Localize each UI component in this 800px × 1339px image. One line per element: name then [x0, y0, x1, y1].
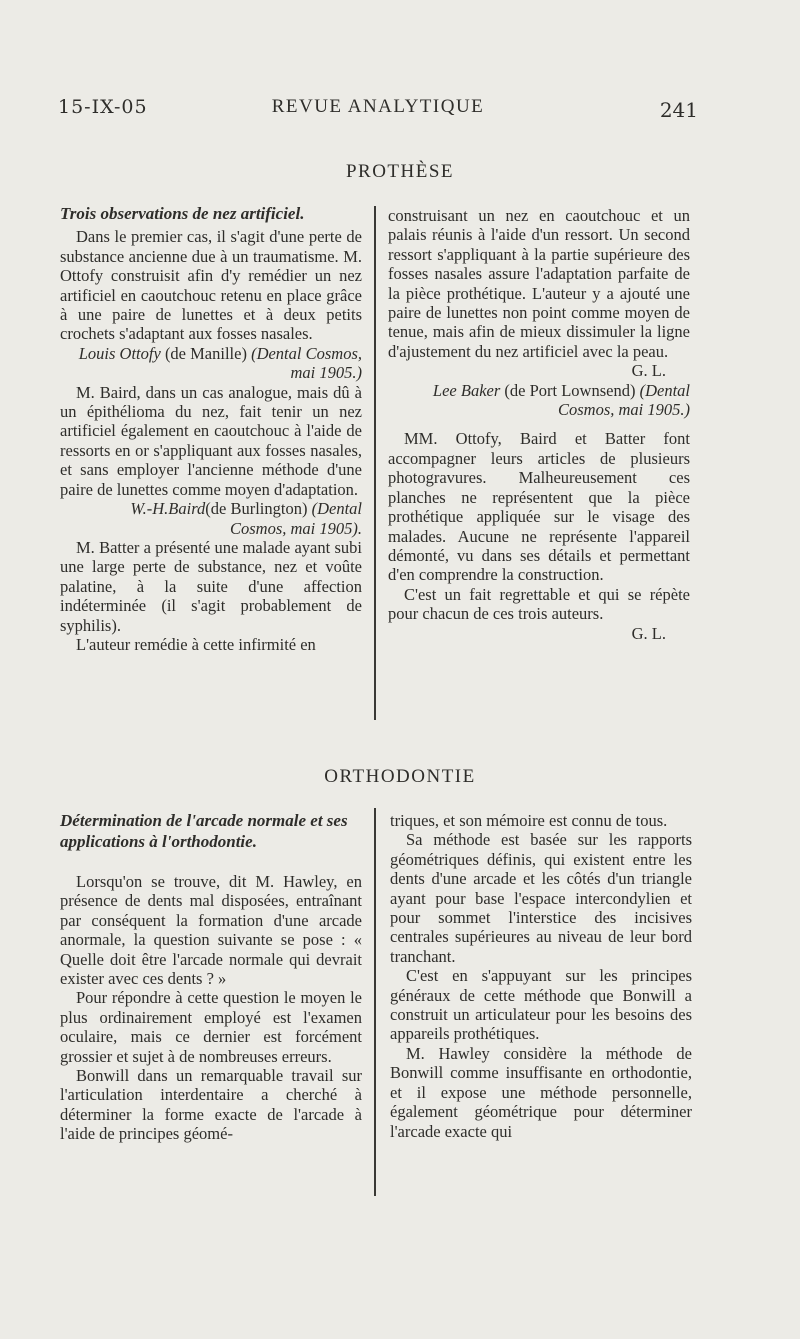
paragraph: MM. Ottofy, Baird et Batter font accompagner leurs articles de plusieurs photogravures. Malheureusement ces planches ne représentent que la pièce prothétique appliquée sur le visage des malades. Aucune ne représente l'appareil démonté, vu dans ses détails et permettant d'en comprendre la construction.: [388, 429, 690, 585]
article-title: Trois observations de nez artificiel.: [60, 204, 305, 223]
issue-date: 15-IX-05: [58, 96, 148, 118]
paragraph: M. Baird, dans un cas analogue, mais dû à un épithélioma du nez, fait tenir un nez artificiel également en caoutchouc à l'aide de ressorts en or s'appliquant aux fosses nasales, et sans employer l'ancienne méthode d'une paire de lunettes comme moyen d'adaptation.: [60, 382, 362, 499]
paragraph: M. Hawley considère la méthode de Bonwill comme insuffisante en orthodontie, et il expose une méthode personnelle, également géométrique pour déterminer l'arcade exacte qui: [390, 1043, 692, 1141]
spacer: [388, 419, 690, 429]
paragraph: Bonwill dans un remarquable travail sur l'articulation interdentaire a cherché à déterminer la forme exacte de l'arcade à l'aide de principes géomé-: [60, 1066, 362, 1144]
running-header: [58, 96, 698, 126]
paragraph: Pour répondre à cette question le moyen le plus ordinairement employé est l'examen oculaire, mais ce dernier est forcément grossier et sujet à de nombreuses erreurs.: [60, 988, 362, 1066]
citation-author: W.-H.Baird: [130, 499, 206, 519]
orthodontie-left-column: [60, 810, 362, 1144]
journal-title: REVUE ANALYTIQUE: [271, 96, 485, 117]
paragraph: C'est en s'appuyant sur les principes généraux de cette méthode que Bonwill a construit un articulateur pour les besoins des appareils prothétiques.: [390, 966, 692, 1044]
paragraph: Dans le premier cas, il s'agit d'une perte de substance ancienne due à un traumatisme. M. Ottofy construisit afin d'y remédier un nez artificiel en caoutchouc retenu en place grâce à une paire de lunettes et à deux petits crochets s'adaptant aux fosses nasales.: [60, 227, 362, 344]
citation: [388, 381, 690, 420]
citation-source: (Dental Cosmos, mai 1905.): [251, 343, 362, 383]
citation-origin: (de Burlington): [205, 499, 312, 519]
article-title: Détermination de l'arcade normale et ses applications à l'orthodontie.: [60, 811, 348, 851]
paragraph: construisant un nez en caoutchouc et un palais réunis à l'aide d'un ressort. Un second ressort s'appliquant à la partie supérieure des fosses nasales assure l'adaptation parfaite de la pièce prothétique. L'auteur y a ajouté une paire de lunettes non point comme moyen de tenue, mais afin de mieux dissimuler la ligne d'ajustement du nez artificiel avec la peau.: [388, 206, 690, 361]
paragraph: M. Batter a présenté une malade ayant subi une large perte de substance, nez et voûte palatine, à la suite d'une affection indéterminée (il s'agit probablement de syphilis).: [60, 537, 362, 635]
citation-source: (Dental Cosmos, mai 1905.): [557, 380, 690, 420]
paragraph: Lorsqu'on se trouve, dit M. Hawley, en présence de dents mal disposées, entraînant par conséquent la formation d'une arcade anormale, la question suivante se pose : « Quelle doit être l'arcade normale qui devrait exister avec ces dents ? »: [60, 872, 362, 989]
citation: [60, 344, 362, 383]
prothese-right-column: [388, 206, 690, 643]
signature: G. L.: [631, 361, 666, 381]
page-number: 241: [659, 98, 698, 122]
citation-source: (Dental Cosmos, mai 1905).: [229, 499, 362, 538]
citation: [60, 499, 362, 538]
paragraph: C'est un fait regrettable et qui se répète pour chacun de ces trois auteurs.: [388, 584, 690, 624]
citation-author: Lee Baker: [432, 380, 501, 400]
section-title-prothese: PROTHÈSE: [345, 161, 455, 182]
citation-origin: (de Manille): [160, 343, 252, 363]
column-divider: [374, 808, 376, 1196]
citation-origin: (de Port Lownsend): [500, 380, 640, 400]
orthodontie-right-column: [390, 811, 692, 1141]
column-divider: [374, 206, 376, 720]
paragraph: Sa méthode est basée sur les rapports géométriques définis, qui existent entre les dents d'une arcade et les côtés d'un triangle ayant pour base l'espace intercondylien et pour sommet l'interstice des incisives centrales supérieures au niveau de leur bord tranchant.: [390, 830, 692, 966]
paragraph: triques, et son mémoire est connu de tous.: [390, 811, 668, 830]
signature: G. L.: [631, 623, 666, 643]
paragraph: L'auteur remédie à cette infirmité en: [76, 634, 316, 654]
section-title-orthodontie: ORTHODONTIE: [324, 766, 476, 787]
prothese-left-column: [60, 204, 362, 654]
citation-author: Louis Ottofy: [78, 343, 161, 363]
